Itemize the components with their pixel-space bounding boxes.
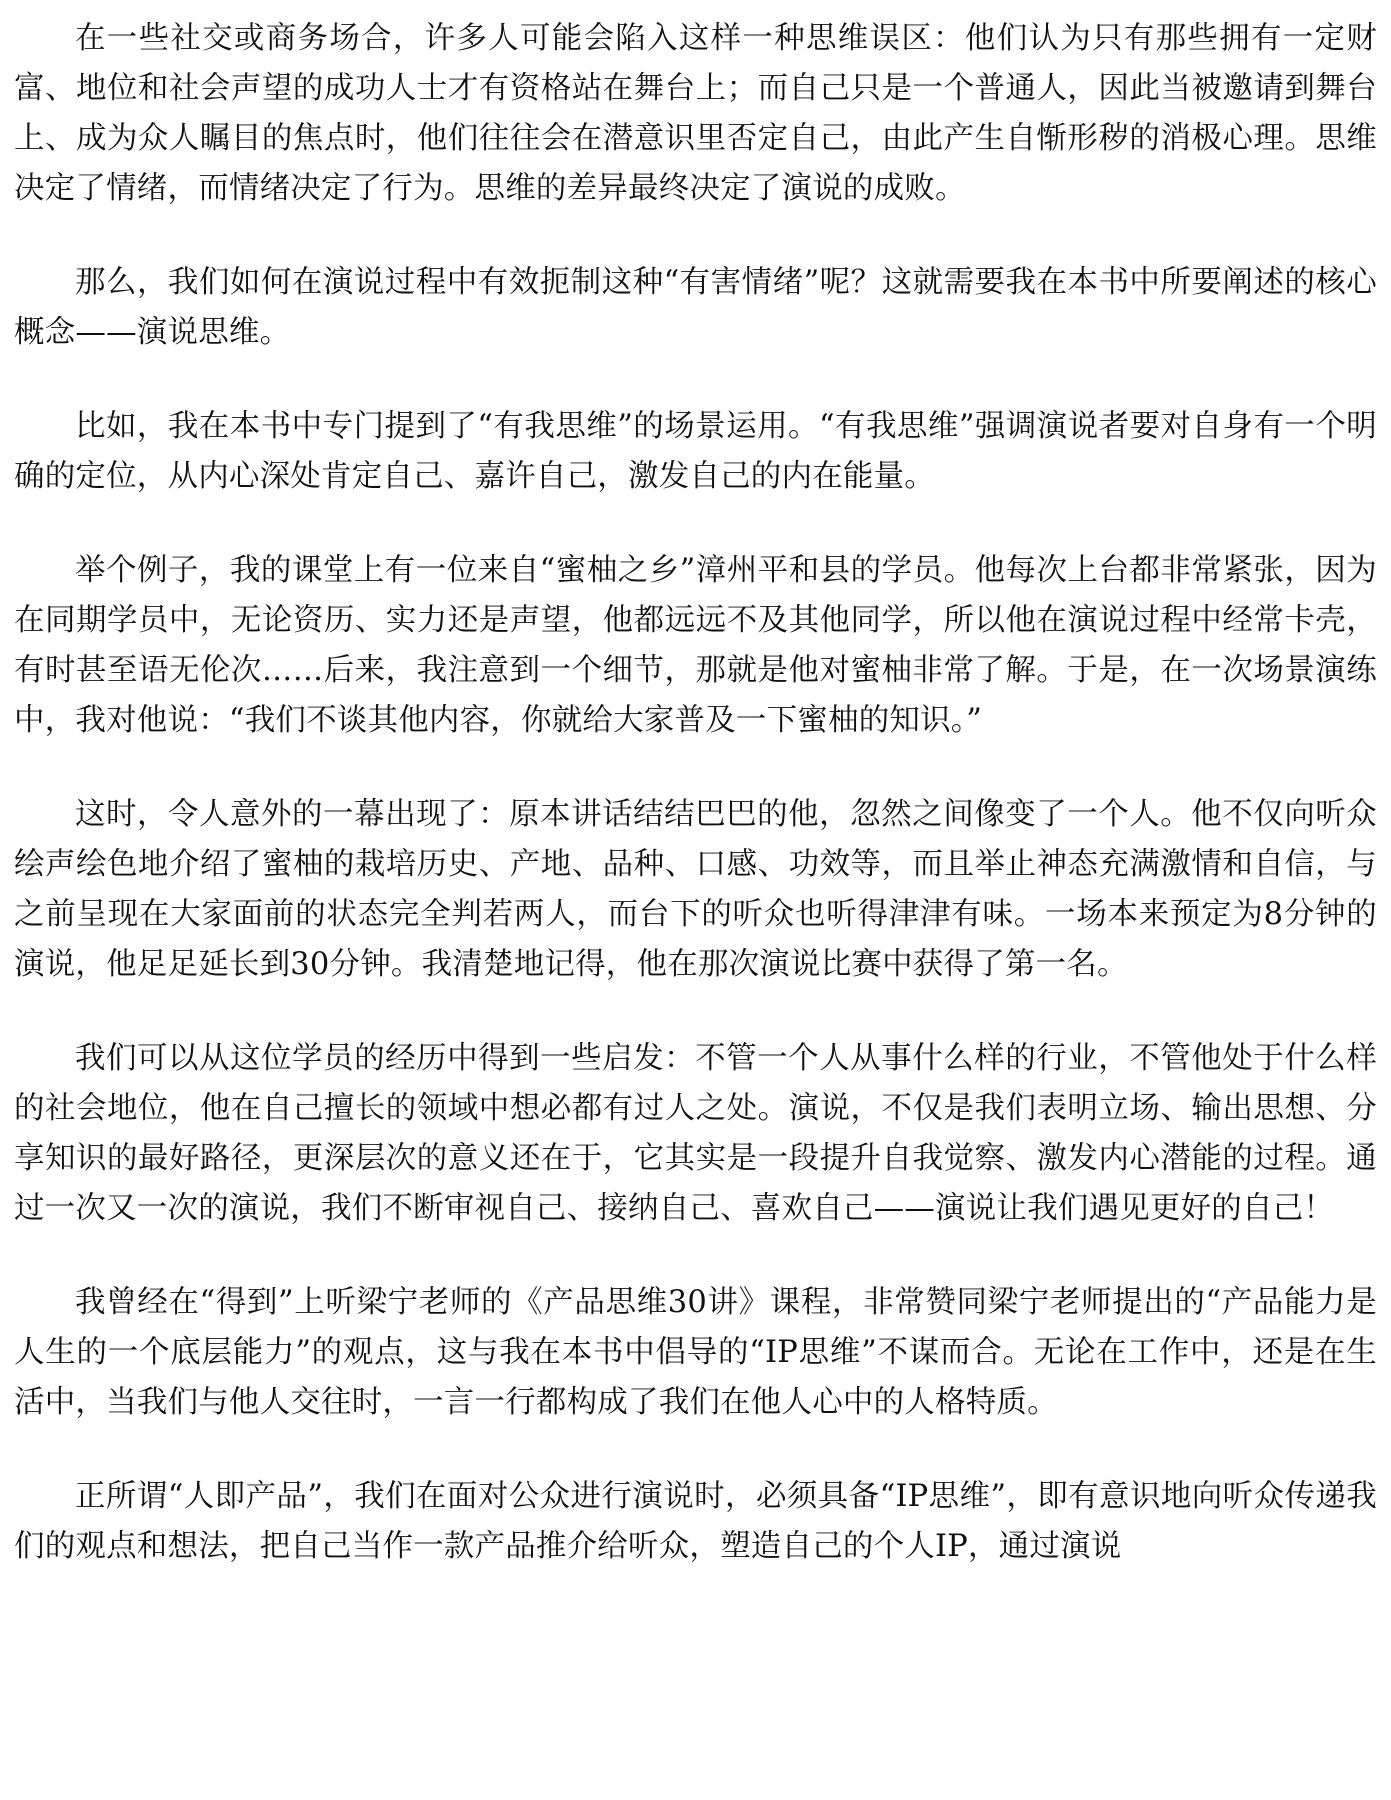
paragraph-5: 这时，令人意外的一幕出现了：原本讲话结结巴巴的他，忽然之间像变了一个人。他不仅向听众绘声绘色地介绍了蜜柚的栽培历史、产地、品种、口感、功效等，而且举止神态充满激情和自信，与之前呈现在大家面前的状态完全判若两人，而台下的听众也听得津津有味。一场本来预定为8分钟的演说，他足足延长到30分钟。我清楚地记得，他在那次演说比赛中获得了第一名。 xyxy=(14,797,1377,982)
paragraph-6: 我们可以从这位学员的经历中得到一些启发：不管一个人从事什么样的行业，不管他处于什么样的社会地位，他在自己擅长的领域中想必都有过人之处。演说，不仅是我们表明立场、输出思想、分享知识的最好路径，更深层次的意义还在于，它其实是一段提升自我觉察、激发内心潜能的过程。通过一次又一次的演说，我们不断审视自己、接纳自己、喜欢自己——演说让我们遇见更好的自己！ xyxy=(14,1041,1377,1226)
paragraph-1: 在一些社交或商务场合，许多人可能会陷入这样一种思维误区：他们认为只有那些拥有一定财富、地位和社会声望的成功人士才有资格站在舞台上；而自己只是一个普通人，因此当被邀请到舞台上、成为众人瞩目的焦点时，他们往往会在潜意识里否定自己，由此产生自惭形秽的消极心理。思维决定了情绪，而情绪决定了行为。思维的差异最终决定了演说的成败。 xyxy=(14,21,1377,206)
paragraph-2: 那么，我们如何在演说过程中有效扼制这种“有害情绪”呢？这就需要我在本书中所要阐述的核心概念——演说思维。 xyxy=(14,265,1377,350)
paragraph-3: 比如，我在本书中专门提到了“有我思维”的场景运用。“有我思维”强调演说者要对自身有一个明确的定位，从内心深处肯定自己、嘉许自己，激发自己的内在能量。 xyxy=(14,409,1377,494)
paragraph-4: 举个例子，我的课堂上有一位来自“蜜柚之乡”漳州平和县的学员。他每次上台都非常紧张，因为在同期学员中，无论资历、实力还是声望，他都远远不及其他同学，所以他在演说过程中经常卡壳，有时甚至语无伦次……后来，我注意到一个细节，那就是他对蜜柚非常了解。于是，在一次场景演练中，我对他说：“我们不谈其他内容，你就给大家普及一下蜜柚的知识。” xyxy=(14,553,1377,738)
paragraph-7: 我曾经在“得到”上听梁宁老师的《产品思维30讲》课程，非常赞同梁宁老师提出的“产品能力是人生的一个底层能力”的观点，这与我在本书中倡导的“IP思维”不谋而合。无论在工作中，还是在生活中，当我们与他人交往时，一言一行都构成了我们在他人心中的人格特质。 xyxy=(14,1285,1377,1420)
paragraph-8: 正所谓“人即产品”，我们在面对公众进行演说时，必须具备“IP思维”，即有意识地向听众传递我们的观点和想法，把自己当作一款产品推介给听众，塑造自己的个人IP，通过演说 xyxy=(14,1479,1377,1564)
